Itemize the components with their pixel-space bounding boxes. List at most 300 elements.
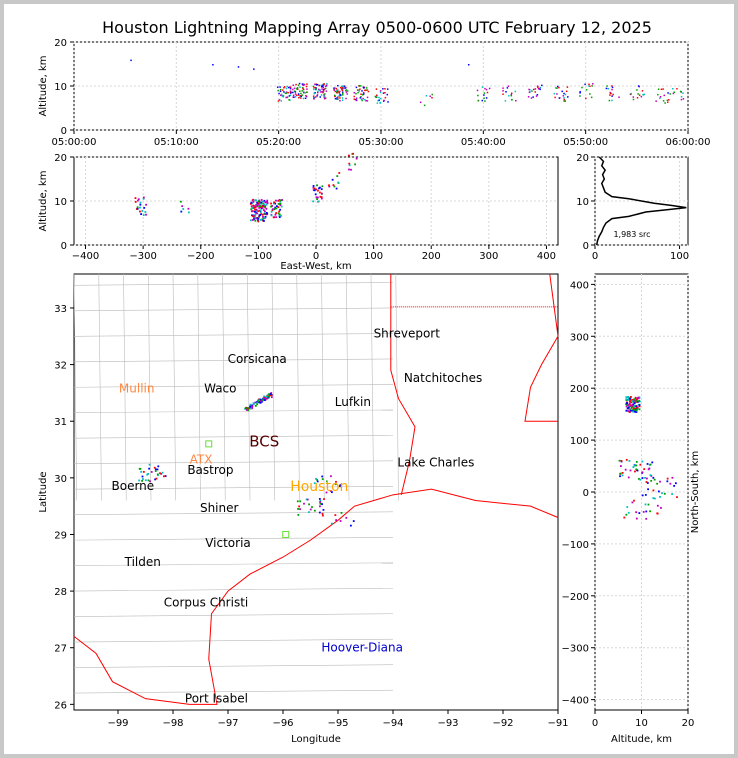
ns-source-point [675,482,677,484]
time-source-point [323,90,325,92]
map-source-point [319,503,321,505]
time-source-point [298,84,300,86]
time-source-point [336,88,338,90]
ns-source-point [620,473,622,475]
time-source-point [304,84,306,86]
ns-source-point [629,402,631,404]
city-label: Houston [290,478,349,495]
time-source-point [532,96,534,98]
time-source-point [354,92,356,94]
ew-source-point [262,216,264,218]
ew-source-point [280,203,282,205]
map-source-point [297,508,299,510]
time-source-point [502,90,504,92]
ew-alt-tick-label: 10 [54,197,67,208]
ew-source-point [254,214,256,216]
map-source-point [310,509,312,511]
time-source-point [345,90,347,92]
ew-source-point [252,201,254,203]
map-source-point [249,406,251,408]
time-source-point [362,94,364,96]
time-source-point [361,100,363,102]
ew-source-point [319,192,321,194]
time-source-point [333,88,335,90]
time-source-point [376,97,378,99]
map-source-point [251,405,253,407]
time-source-point [376,95,378,97]
time-source-point [362,98,364,100]
ew-source-point [271,214,273,216]
lon-tick-label: −93 [437,718,459,729]
time-source-point [295,84,297,86]
time-source-point [334,89,336,91]
ns-source-point [638,397,640,399]
time-source-point [611,85,613,87]
ew-source-point [271,211,273,213]
map-source-point [299,500,301,502]
ns-source-point [639,479,641,481]
ew-source-point [188,208,190,210]
map-source-point [260,400,262,402]
ns-source-point [632,411,634,413]
ns-source-point [634,465,636,467]
ew-source-point [264,210,266,212]
time-source-point [591,97,593,99]
ew-source-point [337,182,339,184]
map-source-point [149,464,151,466]
time-source-point [295,93,297,95]
map-source-point [297,500,299,502]
time-source-point [535,88,537,90]
ew-source-point [348,155,350,157]
time-source-point [502,87,504,89]
ns-source-point [643,468,645,470]
time-source-point [339,97,341,99]
ew-source-point [270,203,272,205]
map-source-point [155,470,157,472]
ns-source-point [657,505,659,507]
time-source-point [511,95,513,97]
ns-source-point [645,518,647,520]
time-source-point [316,84,318,86]
city-label: Corpus Christi [163,595,249,610]
map-source-point [268,396,270,398]
ew-source-point [278,203,280,205]
time-source-point [279,86,281,88]
time-source-point [662,88,664,90]
time-source-point [342,85,344,87]
map-source-point [266,396,268,398]
time-source-point [313,87,315,89]
ew-source-point [321,193,323,195]
lat-tick-label: 27 [54,643,67,655]
ew-source-point [144,211,146,213]
map-source-point [323,509,325,511]
time-source-point [354,99,356,101]
time-source-point [611,95,613,97]
time-source-point [286,92,288,94]
time-source-point [212,64,214,66]
ns-source-point [630,396,632,398]
map-source-point [154,467,156,469]
ns-source-point [630,410,632,412]
time-source-point [556,87,558,89]
ew-source-point [140,202,142,204]
time-source-point [314,83,316,85]
y-axis-label: Altitude, km [38,170,49,232]
ew-source-point [259,214,261,216]
time-source-point [540,87,542,89]
ns-source-point [642,461,644,463]
ew-source-point [250,219,252,221]
ns-source-point [628,404,630,406]
time-source-point [314,93,316,95]
map-source-point [303,503,305,505]
time-source-point [293,96,295,98]
map-source-point [321,503,323,505]
time-source-point [289,95,291,97]
ew-tick-label: −200 [187,251,215,262]
time-source-point [286,97,288,99]
time-source-point [299,86,301,88]
ew-tick-label: −300 [129,251,157,262]
map-source-point [319,505,321,507]
hist-tick-label: 0 [591,251,599,262]
time-source-point [325,85,327,87]
ns-source-point [661,492,663,494]
ew-altitude-panel [38,153,558,272]
lon-tick-label: −92 [492,718,514,729]
time-source-point [286,86,288,88]
ew-source-point [258,200,260,202]
ns-source-point [638,400,640,402]
ns-source-point [629,398,631,400]
time-source-point [339,100,341,102]
time-source-point [299,96,301,98]
time-source-point [426,95,428,97]
time-source-point [277,86,279,88]
time-source-point [387,88,389,90]
ns-source-point [619,460,621,462]
time-source-point [313,86,315,88]
ew-source-point [348,169,350,171]
time-source-point [672,88,674,90]
time-source-point [633,99,635,101]
time-source-point [511,93,513,95]
map-source-point [250,404,252,406]
map-source-point [307,499,309,501]
ns-source-point [654,479,656,481]
time-tick-label: 05:40:00 [460,137,506,148]
time-source-point [660,96,662,98]
map-source-point [142,476,144,478]
time-source-point [611,89,613,91]
time-source-point [321,86,323,88]
time-source-point [313,98,315,100]
ew-source-point [252,205,254,207]
ns-source-point [659,481,661,483]
time-source-point [295,91,297,93]
ns-source-point [647,463,649,465]
time-source-point [541,85,543,87]
city-label: Bastrop [187,462,234,477]
time-source-point [537,87,539,89]
time-source-point [591,85,593,87]
time-source-point [659,98,661,100]
ns-source-point [649,510,651,512]
ns-alt-tick-label: 10 [635,718,648,729]
ns-source-point [664,493,666,495]
map-source-point [259,402,261,404]
ew-source-point [275,216,277,218]
time-source-point [305,92,307,94]
ew-source-point [143,214,145,216]
time-source-point [380,98,382,100]
ns-source-point [626,459,628,461]
time-source-point [667,100,669,102]
ew-source-point [316,184,318,186]
map-source-point [140,471,142,473]
time-source-point [313,95,315,97]
time-source-point [663,100,665,102]
y-axis-label: Altitude, km [38,55,49,117]
map-source-point [335,519,337,521]
ns-tick-label: 200 [569,384,589,396]
ew-source-point [137,208,139,210]
ns-source-point [672,477,674,479]
ew-source-point [252,199,254,201]
ew-source-point [270,206,272,208]
time-source-point [367,97,369,99]
ew-source-point [258,207,260,209]
time-source-point [554,93,556,95]
ns-source-point [626,506,628,508]
time-source-point [586,89,588,91]
time-source-point [379,99,381,101]
map-source-point [139,468,141,470]
time-source-point [380,90,382,92]
ns-source-point [630,470,632,472]
ew-source-point [265,201,267,203]
map-source-point [334,514,336,516]
lat-tick-label: 31 [54,417,67,429]
ns-source-point [629,411,631,413]
time-source-point [293,95,295,97]
time-source-point [610,93,612,95]
ew-source-point [180,211,182,213]
time-source-point [484,88,486,90]
alt-tick-label: 10 [54,82,67,93]
time-source-point [609,100,611,102]
time-source-point [296,88,298,90]
city-label: Waco [204,381,237,396]
time-source-point [376,88,378,90]
ew-source-point [143,197,145,199]
time-source-point [340,87,342,89]
time-source-point [294,88,296,90]
time-source-point [639,94,641,96]
time-source-point [360,85,362,87]
map-source-point [159,472,161,474]
time-source-point [365,100,367,102]
lon-tick-label: −94 [382,718,404,729]
ew-source-point [338,172,340,174]
ns-source-point [626,404,628,406]
ns-source-point [635,465,637,467]
time-source-point [664,95,666,97]
map-source-point [314,510,316,512]
alt-tick-label: 0 [60,126,67,137]
map-source-point [250,408,252,410]
ns-tick-label: 0 [582,488,589,499]
time-source-point [429,96,431,98]
source-count-annotation: 1,983 src [613,230,651,239]
time-source-point [502,93,504,95]
time-source-point [288,99,290,101]
time-source-point [505,91,507,93]
time-source-point [531,90,533,92]
time-source-point [380,92,382,94]
city-label: Natchitoches [403,371,483,386]
ns-source-point [632,502,634,504]
time-source-point [567,96,569,98]
time-source-point [321,91,323,93]
ns-source-point [636,400,638,402]
lat-tick-label: 30 [54,473,67,485]
ns-source-point [636,409,638,411]
altitude-ns-panel [562,274,701,745]
time-source-point [588,84,590,86]
time-source-point [484,92,486,94]
ns-source-point [619,475,621,477]
ns-source-point [623,517,625,519]
time-source-point [364,90,366,92]
ew-source-point [255,217,257,219]
ns-tick-label: −400 [561,695,589,707]
time-source-point [528,89,530,91]
ew-source-point [137,206,139,208]
time-source-point [607,88,609,90]
ew-source-point [141,210,143,212]
time-tick-label: 05:20:00 [256,137,302,148]
time-source-point [306,96,308,98]
time-source-point [676,88,678,90]
ew-source-point [257,210,259,212]
ns-source-point [636,461,638,463]
map-source-point [264,399,266,401]
ew-source-point [277,200,279,202]
lat-tick-label: 28 [54,587,67,599]
time-source-point [563,100,565,102]
time-source-point [301,95,303,97]
ns-tick-label: 400 [569,280,589,292]
ew-source-point [318,200,320,202]
lat-tick-label: 32 [54,360,67,372]
time-source-point [529,92,531,94]
lon-tick-label: −98 [162,718,184,729]
time-source-point [323,83,325,85]
time-source-point [301,90,303,92]
ns-source-point [659,496,661,498]
ns-source-point [634,471,636,473]
city-label: Lake Charles [397,455,475,470]
time-source-point [342,99,344,101]
time-source-point [282,89,284,91]
lat-tick-label: 33 [54,303,67,315]
map-source-point [255,405,257,407]
ns-source-point [666,480,668,482]
time-source-point [642,90,644,92]
time-source-point [382,88,384,90]
time-source-point [277,90,279,92]
ns-source-point [642,477,644,479]
ew-source-point [317,197,319,199]
time-source-point [321,88,323,90]
time-source-point [384,92,386,94]
ew-source-point [352,153,354,155]
time-source-point [306,83,308,85]
time-source-point [606,88,608,90]
ns-source-point [633,398,635,400]
map-source-point [146,474,148,476]
time-source-point [609,94,611,96]
ns-alt-tick-label: 20 [681,718,695,729]
time-source-point [533,89,535,91]
ew-source-point [254,209,256,211]
map-source-point [165,475,167,477]
time-source-point [337,96,339,98]
ns-source-point [642,494,644,496]
ew-source-point [145,204,147,206]
time-source-point [641,96,643,98]
ew-source-point [333,184,335,186]
ns-tick-label: 100 [569,436,589,448]
time-source-point [667,101,669,103]
ew-source-point [145,214,147,216]
map-source-point [143,471,145,473]
time-source-point [511,99,512,101]
ns-source-point [646,481,648,483]
time-source-point [380,102,382,104]
ns-source-point [652,477,654,479]
map-source-point [331,523,333,525]
time-source-point [612,94,614,96]
time-tick-label: 05:00:00 [51,137,97,148]
ew-source-point [276,208,278,210]
ns-source-point [628,477,630,479]
map-source-point [151,471,153,473]
time-source-point [320,91,322,93]
ew-source-point [140,213,142,215]
city-label: Victoria [205,535,251,550]
ew-source-point [314,189,316,191]
map-source-point [246,407,248,409]
map-source-point [157,473,159,475]
time-source-point [682,92,684,94]
time-source-point [355,93,357,95]
time-source-point [337,85,339,87]
ns-tick-label: −100 [561,539,589,551]
ns-tick-label: −300 [561,643,589,655]
map-source-point [157,469,159,471]
time-source-point [347,90,349,92]
map-source-point [156,478,158,480]
ns-tick-label: 300 [569,332,589,344]
map-source-point [323,498,325,500]
ns-source-point [633,406,635,408]
figure-canvas [4,4,734,754]
time-source-point [326,90,328,92]
